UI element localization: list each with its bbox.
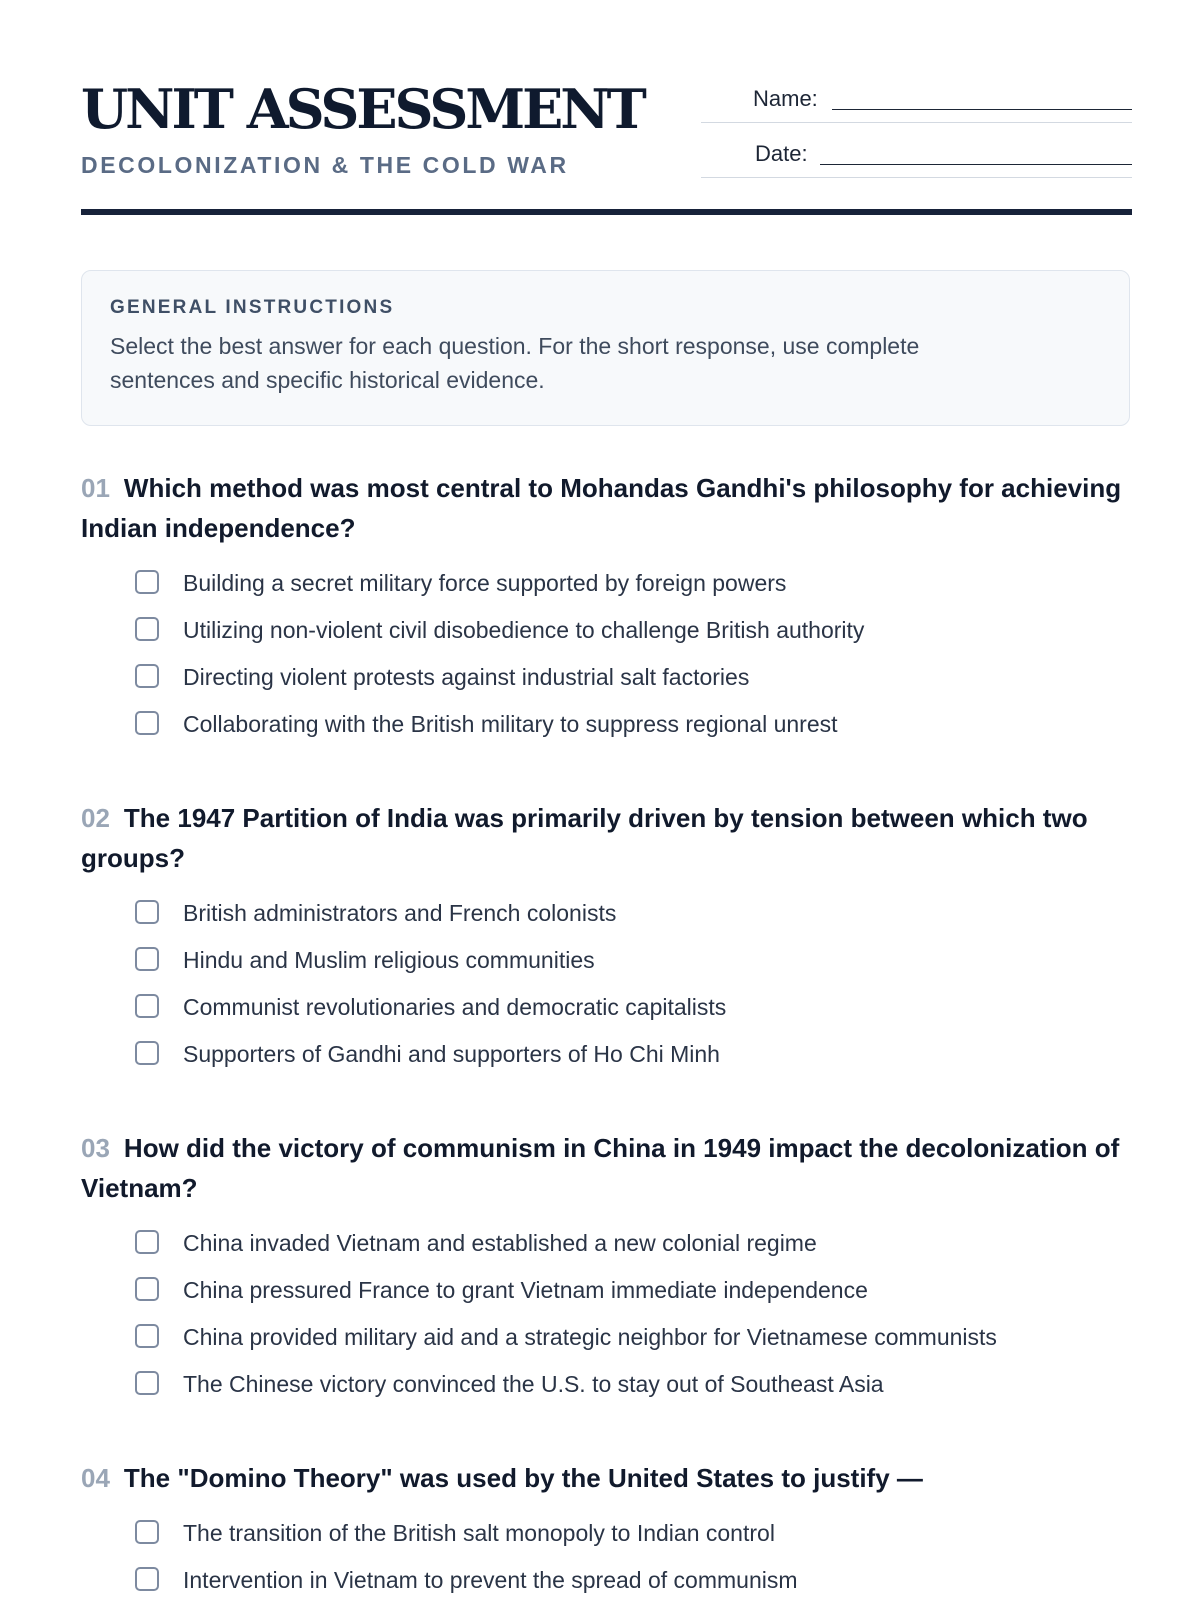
answer-checkbox[interactable] — [135, 617, 159, 641]
question-prompt — [81, 1458, 1132, 1498]
answer-option[interactable] — [81, 1557, 1132, 1604]
instructions-heading: GENERAL INSTRUCTIONS — [110, 297, 395, 318]
worksheet-page — [81, 0, 1132, 1593]
answer-checkbox[interactable] — [135, 1230, 159, 1254]
answer-text: China invaded Vietnam and established a new colonial regime — [183, 1230, 817, 1256]
answer-option[interactable] — [81, 984, 1132, 1031]
answer-checkbox[interactable] — [135, 1520, 159, 1544]
date-blank-line[interactable] — [820, 164, 1132, 165]
answer-text: Hindu and Muslim religious communities — [183, 947, 595, 973]
question-text: The 1947 Partition of India was primarily driven by tension between which two groups? — [81, 803, 1088, 873]
answer-text: China provided military aid and a strategic neighbor for Vietnamese communists — [183, 1324, 997, 1350]
answer-option[interactable] — [81, 937, 1132, 984]
page-title: UNIT ASSESSMENT — [81, 77, 644, 141]
answer-option[interactable] — [81, 607, 1132, 654]
answer-options — [81, 890, 1132, 1078]
question-number: 04 — [81, 1463, 110, 1493]
question-number: 01 — [81, 473, 110, 503]
question-3 — [81, 1128, 1132, 1408]
answer-text: The Chinese victory convinced the U.S. to stay out of Southeast Asia — [183, 1371, 884, 1397]
date-label: Date: — [755, 141, 808, 166]
answer-text: Building a secret military force supported by foreign powers — [183, 570, 787, 596]
question-prompt — [81, 468, 1132, 548]
question-text: Which method was most central to Mohandas Gandhi's philosophy for achieving Indian independence? — [81, 473, 1122, 543]
question-number: 02 — [81, 803, 110, 833]
answer-checkbox[interactable] — [135, 900, 159, 924]
answer-checkbox[interactable] — [135, 1567, 159, 1591]
student-info-fields — [701, 82, 1132, 192]
answer-checkbox[interactable] — [135, 1371, 159, 1395]
answer-text: Collaborating with the British military to suppress regional unrest — [183, 711, 838, 737]
answer-option[interactable] — [81, 654, 1132, 701]
answer-checkbox[interactable] — [135, 1324, 159, 1348]
answer-option[interactable] — [81, 890, 1132, 937]
answer-option[interactable] — [81, 701, 1132, 748]
header-divider — [81, 209, 1132, 215]
instructions-box — [81, 270, 1130, 426]
page-subtitle: DECOLONIZATION & THE COLD WAR — [81, 152, 569, 178]
answer-option[interactable] — [81, 1220, 1132, 1267]
answer-checkbox[interactable] — [135, 994, 159, 1018]
answer-option[interactable] — [81, 560, 1132, 607]
question-prompt — [81, 798, 1132, 878]
date-field[interactable] — [701, 137, 1132, 178]
answer-checkbox[interactable] — [135, 1277, 159, 1301]
answer-options — [81, 1220, 1132, 1408]
name-label: Name: — [753, 86, 818, 111]
answer-checkbox[interactable] — [135, 664, 159, 688]
answer-option[interactable] — [81, 1361, 1132, 1408]
question-text: How did the victory of communism in China in 1949 impact the decolonization of Vietnam? — [81, 1133, 1120, 1203]
answer-text: The transition of the British salt monopoly to Indian control — [183, 1520, 775, 1546]
answer-text: Directing violent protests against industrial salt factories — [183, 664, 750, 690]
answer-checkbox[interactable] — [135, 1041, 159, 1065]
answer-option[interactable] — [81, 1314, 1132, 1361]
question-number: 03 — [81, 1133, 110, 1163]
answer-text: Intervention in Vietnam to prevent the spread of communism — [183, 1567, 798, 1593]
question-4 — [81, 1458, 1132, 1604]
question-2 — [81, 798, 1132, 1078]
answer-text: Utilizing non-violent civil disobedience to challenge British authority — [183, 617, 865, 643]
answer-options — [81, 560, 1132, 748]
name-blank-line[interactable] — [832, 109, 1132, 110]
answer-text: Communist revolutionaries and democratic capitalists — [183, 994, 727, 1020]
question-text: The "Domino Theory" was used by the United States to justify — — [123, 1463, 923, 1493]
answer-checkbox[interactable] — [135, 947, 159, 971]
answer-checkbox[interactable] — [135, 570, 159, 594]
worksheet-header — [81, 0, 1132, 216]
answer-text: China pressured France to grant Vietnam immediate independence — [183, 1277, 868, 1303]
answer-option[interactable] — [81, 1031, 1132, 1078]
answer-option[interactable] — [81, 1267, 1132, 1314]
answer-text: British administrators and French colonists — [183, 900, 617, 926]
question-1 — [81, 468, 1132, 748]
answer-options — [81, 1510, 1132, 1604]
question-prompt — [81, 1128, 1132, 1208]
name-field[interactable] — [701, 82, 1132, 123]
instructions-body: Select the best answer for each question. For the short response, use complete sentences and specific historical evidence. — [110, 333, 920, 393]
answer-checkbox[interactable] — [135, 711, 159, 735]
answer-text: Supporters of Gandhi and supporters of Ho Chi Minh — [183, 1041, 720, 1067]
answer-option[interactable] — [81, 1510, 1132, 1557]
